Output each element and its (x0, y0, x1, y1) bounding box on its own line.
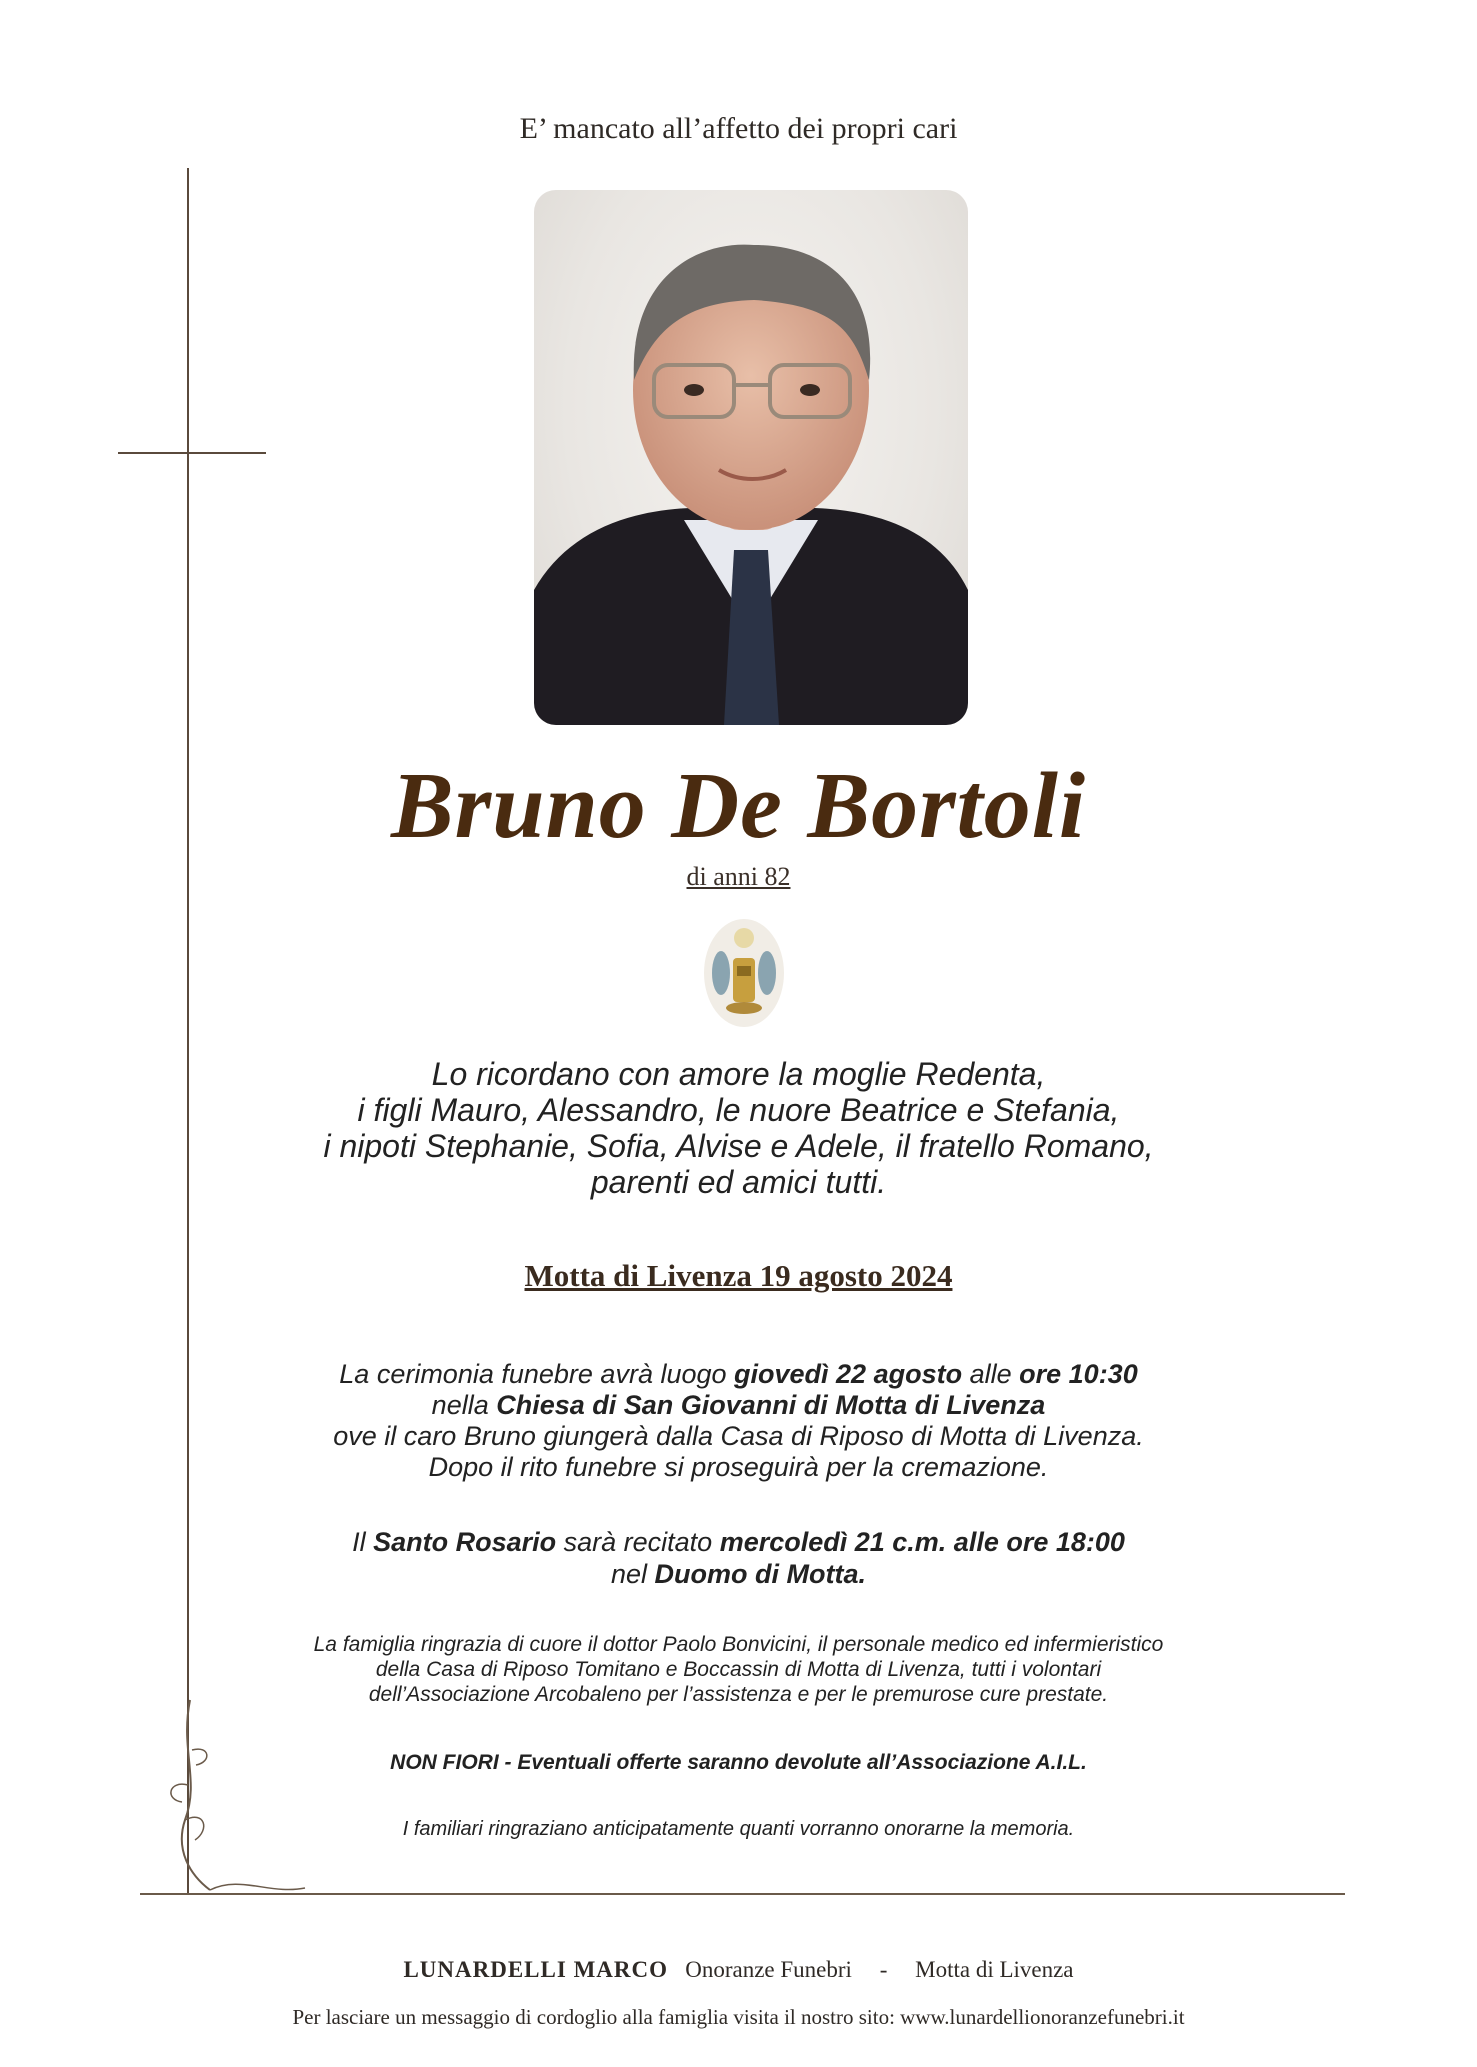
funeral-home-line (0, 1957, 1477, 1983)
ceremony-info: La cerimonia funebre avrà luogo giovedì 22 agosto alle ore 10:30 nella Chiesa di San Giovanni di Motta di Livenza ove il caro Bruno giungerà dalla Casa di Riposo di Motta di Livenza. Dopo il rito funebre si proseguirà per la cremazione. (333, 1359, 1144, 1482)
funeral-home-town: Motta di Livenza (915, 1957, 1074, 1982)
religious-emblem-icon (703, 918, 785, 1028)
condolence-message: Per lasciare un messaggio di cordoglio alla famiglia visita il nostro sito: www.lunardellionoranzefunebri.it (292, 2005, 1185, 2029)
portrait-photo (534, 190, 968, 725)
funeral-home-service: Onoranze Funebri (685, 1957, 852, 1982)
final-note: I familiari ringraziano anticipatamente quanti vorranno onorarne la memoria. (402, 1818, 1075, 1840)
remembrance-text: Lo ricordano con amore la moglie Redenta, i figli Mauro, Alessandro, le nuore Beatrice e Stefania, i nipoti Stephanie, Sofia, Alvise e Adele, il fratello Romano, parenti ed amici tutti. (323, 1056, 1154, 1200)
announcement-heading: E’ mancato all’affetto dei propri cari (519, 112, 958, 145)
footer-separator: - (879, 1957, 888, 1982)
rosary-info: Il Santo Rosario sarà recitato mercoledì 21 c.m. alle ore 18:00 nel Duomo di Motta. (352, 1527, 1125, 1589)
deceased-name: Bruno De Bortoli (390, 754, 1087, 858)
bottom-divider (140, 1893, 1345, 1895)
no-flowers-notice: NON FIORI - Eventuali offerte saranno devolute all’Associazione A.I.L. (390, 1751, 1087, 1774)
deceased-age: di anni 82 (686, 862, 791, 891)
funeral-home-brand: LUNARDELLI MARCO (403, 1957, 668, 1982)
thanks-text: La famiglia ringrazia di cuore il dottor Paolo Bonvicini, il personale medico ed infermieristico della Casa di Riposo Tomitano e Boccassin di Motta di Livenza, tutti i volontari dell’Associazione Arcobaleno per l’assistenza e per le premurose cure prestate. (313, 1633, 1164, 1706)
cross-horizontal-bar (118, 452, 266, 454)
place-date: Motta di Livenza 19 agosto 2024 (524, 1258, 953, 1293)
floral-flourish-icon (150, 1690, 310, 1900)
